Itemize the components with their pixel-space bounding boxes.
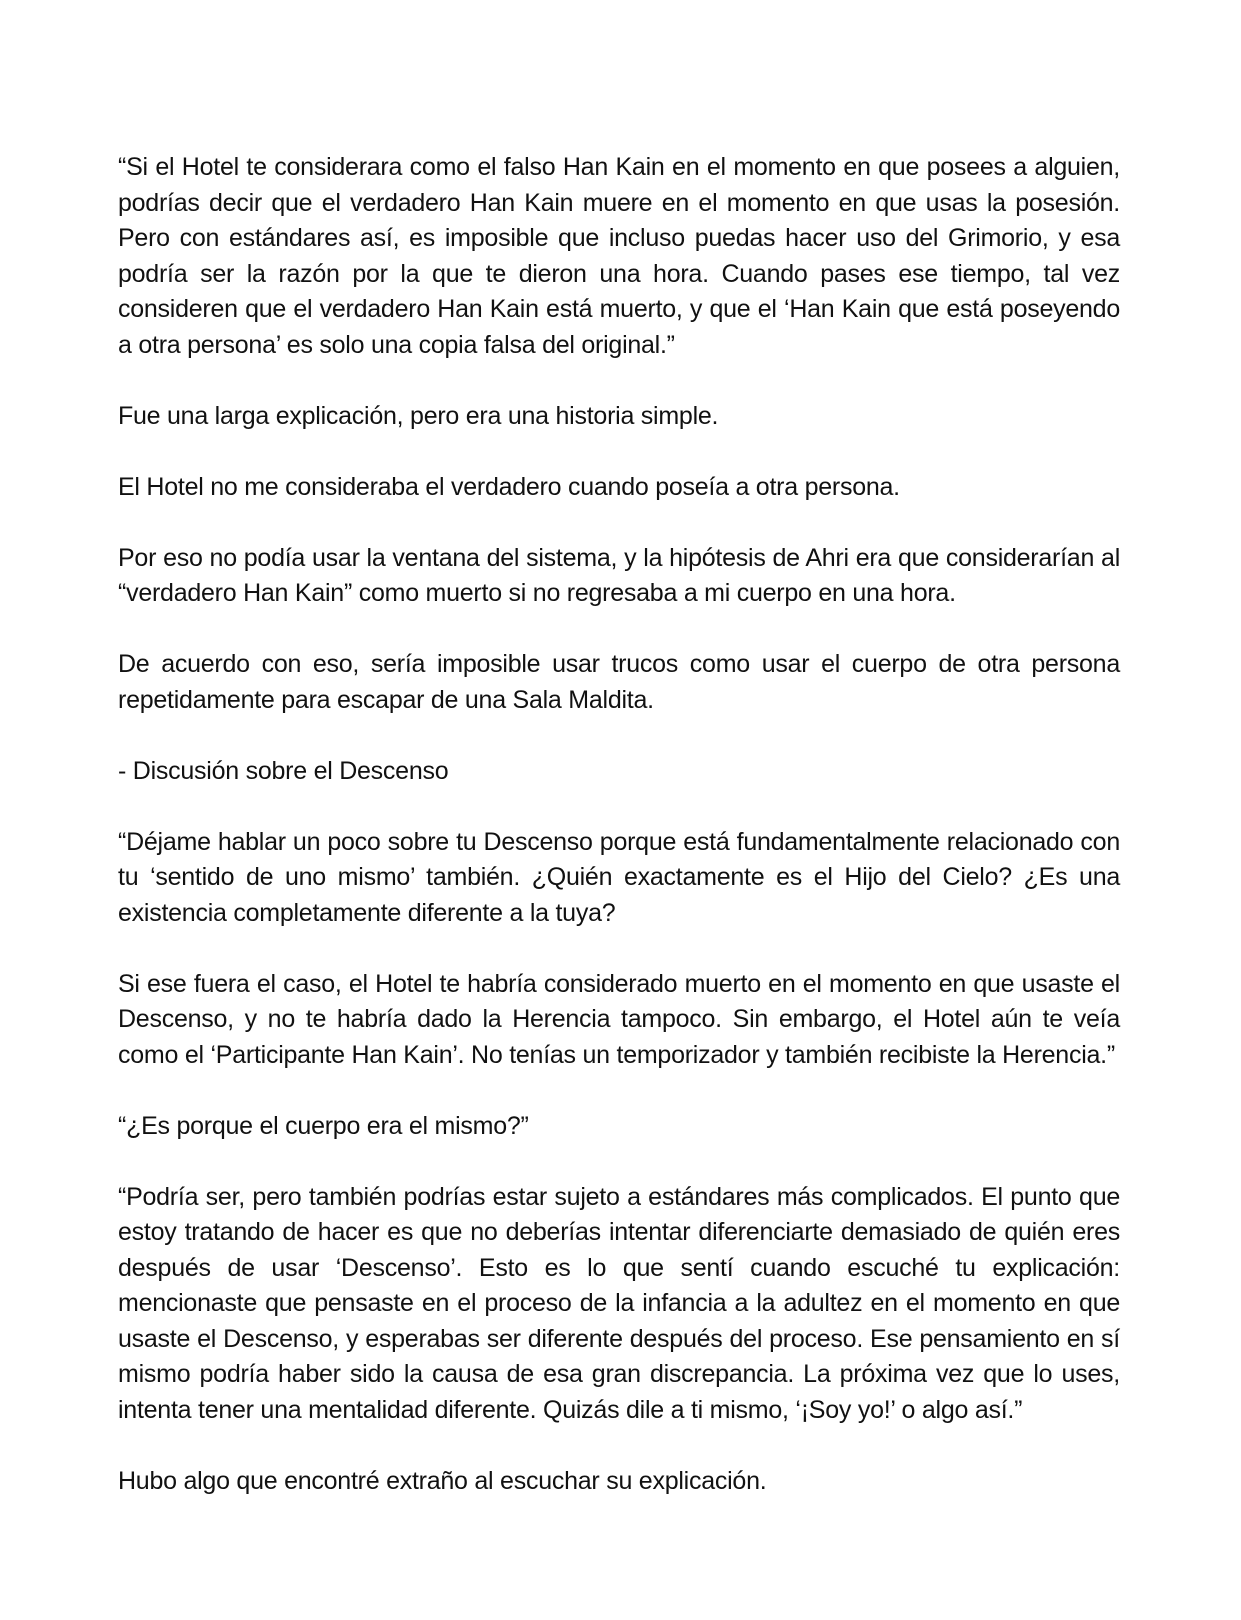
- paragraph-1: “Si el Hotel te considerara como el falso Han Kain en el momento en que posees a alguien, podrías decir que el verdadero Han Kain muere en el momento en que usas la posesión. Pero con estándares así, es imposible que incluso puedas hacer uso del Grimorio, y esa podría ser la razón por la que te dieron una hora. Cuando pases ese tiempo, tal vez consideren que el verdadero Han Kain está muerto, y que el ‘Han Kain que está poseyendo a otra persona’ es solo una copia falsa del original.”: [118, 153, 1120, 359]
- paragraph-9: “¿Es porque el cuerpo era el mismo?”: [118, 1111, 529, 1140]
- document-page: [118, 150, 1120, 1535]
- paragraph-4: Por eso no podía usar la ventana del sistema, y la hipótesis de Ahri era que considerarían al “verdadero Han Kain” como muerto si no regresaba a mi cuerpo en una hora.: [118, 543, 1120, 607]
- section-heading: - Discusión sobre el Descenso: [118, 756, 449, 785]
- paragraph-11: Hubo algo que encontré extraño al escuchar su explicación.: [118, 1466, 767, 1495]
- paragraph-3: El Hotel no me consideraba el verdadero cuando poseía a otra persona.: [118, 472, 900, 501]
- paragraph-7: “Déjame hablar un poco sobre tu Descenso porque está fundamentalmente relacionado con tu ‘sentido de uno mismo’ también. ¿Quién exactamente es el Hijo del Cielo? ¿Es una existencia completamente diferente a la tuya?: [118, 827, 1120, 927]
- paragraph-10: “Podría ser, pero también podrías estar sujeto a estándares más complicados. El punto que estoy tratando de hacer es que no deberías intentar diferenciarte demasiado de quién eres después de usar ‘Descenso’. Esto es lo que sentí cuando escuché tu explicación: mencionaste que pensaste en el proceso de la infancia a la adultez en el momento en que usaste el Descenso, y esperabas ser diferente después del proceso. Ese pensamiento en sí mismo podría haber sido la causa de esa gran discrepancia. La próxima vez que lo uses, intenta tener una mentalidad diferente. Quizás dile a ti mismo, ‘¡Soy yo!’ o algo así.”: [118, 1182, 1120, 1424]
- paragraph-8: Si ese fuera el caso, el Hotel te habría considerado muerto en el momento en que usaste el Descenso, y no te habría dado la Herencia tampoco. Sin embargo, el Hotel aún te veía como el ‘Participante Han Kain’. No tenías un temporizador y también recibiste la Herencia.”: [118, 969, 1120, 1069]
- paragraph-5: De acuerdo con eso, sería imposible usar trucos como usar el cuerpo de otra persona repetidamente para escapar de una Sala Maldita.: [118, 650, 1120, 714]
- paragraph-2: Fue una larga explicación, pero era una historia simple.: [118, 401, 719, 430]
